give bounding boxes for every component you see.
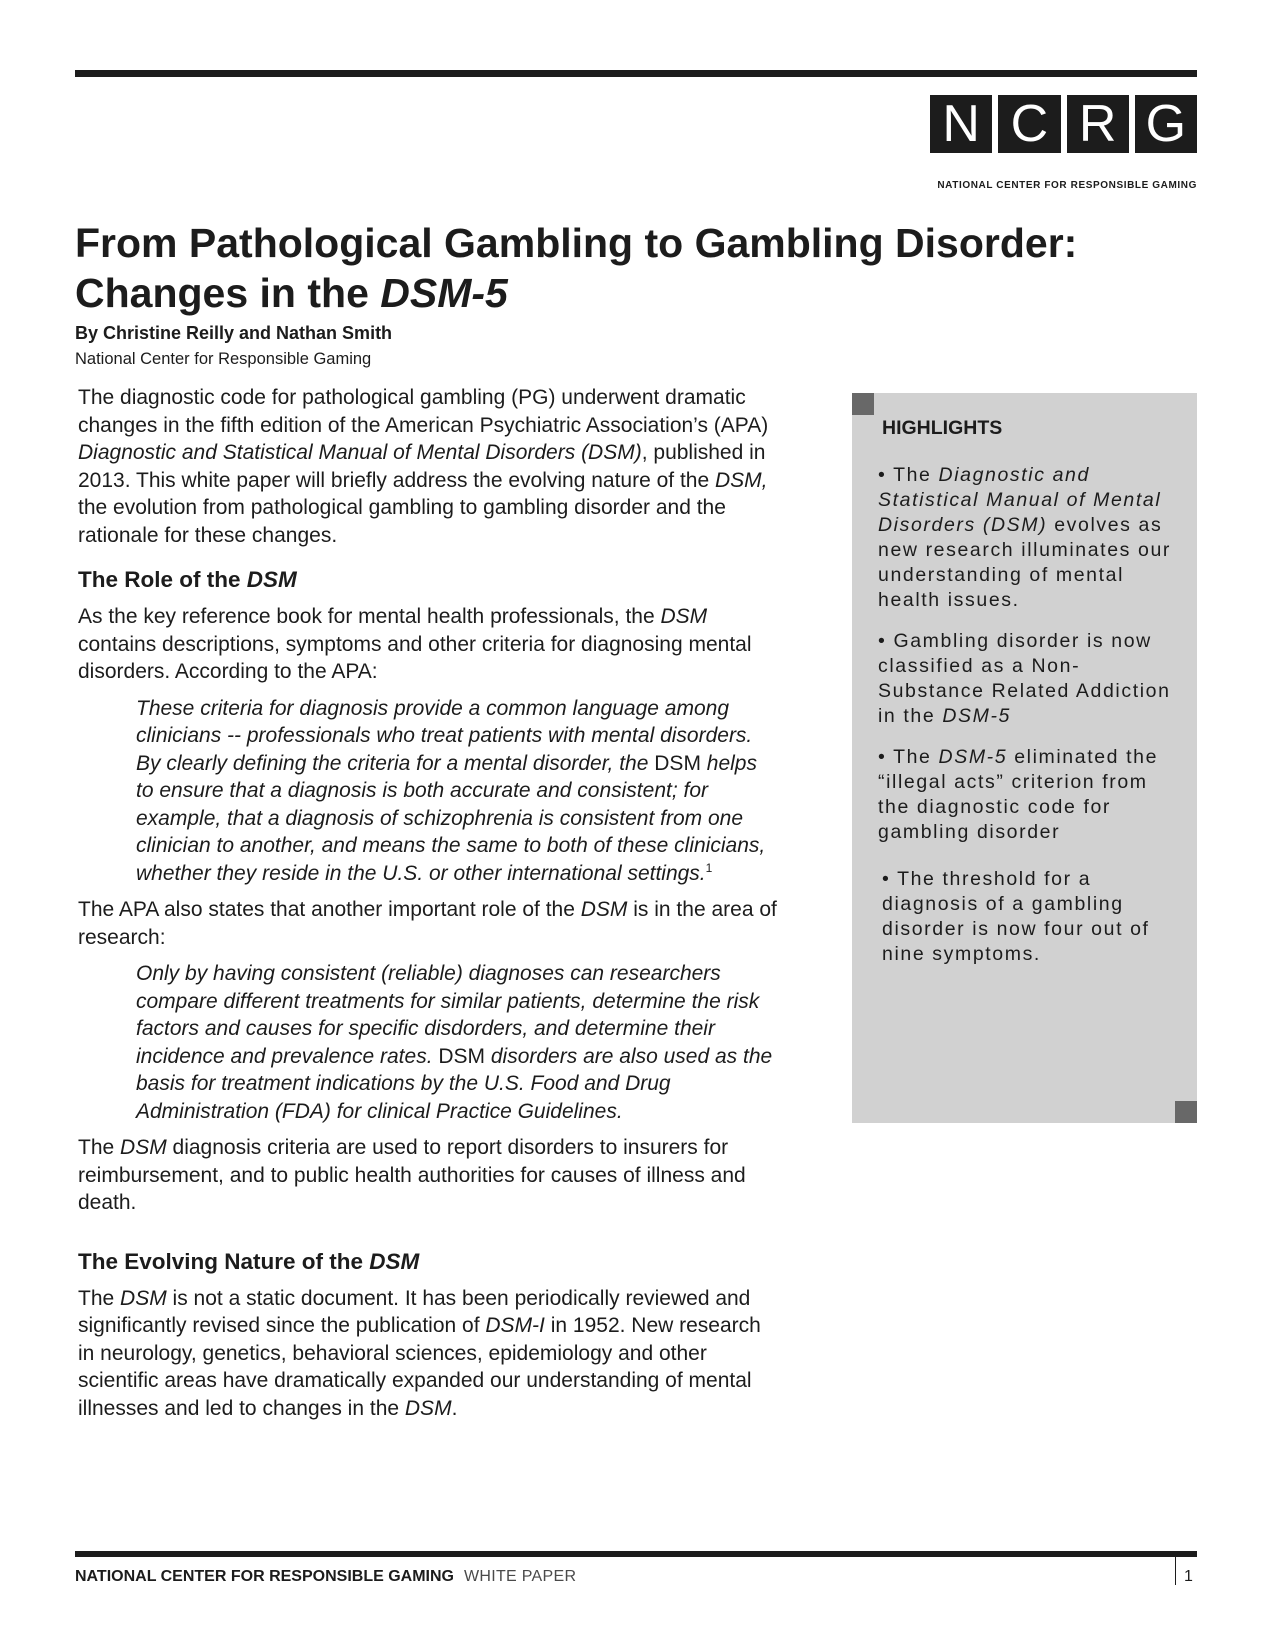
- heading-role-italic: DSM: [246, 567, 297, 592]
- highlight1-text-2: evolves as new research illuminates our understanding of mental health issues.: [878, 514, 1171, 611]
- bullet-icon: •: [878, 464, 887, 486]
- role-p3-text-1: The: [78, 1136, 121, 1159]
- evolving-text-2: is not a static document. It has been periodically reviewed and significantly revised since the publication of: [78, 1286, 751, 1337]
- heading-role-text: The Role of the: [78, 567, 247, 592]
- quote2-text-a: Only by having consistent (reliable) diagnoses can researchers compare different treatments for similar patients, determine the risk factors and causes for specific disdorders, and determine their incidence and prevalence rates.: [136, 962, 760, 1068]
- highlight-item-2: [878, 629, 1178, 729]
- highlight2-italic: DSM-5: [942, 705, 1011, 727]
- page-title: [75, 218, 1195, 318]
- quote2-text-b: disorders are also used as the basis for treatment indications by the U.S. Food and Drug Administration (FDA) for clinical Practice Guidelines.: [136, 1044, 773, 1123]
- sidebar-corner-top-left: [852, 393, 874, 415]
- title-line2-italic: DSM-5: [380, 270, 508, 316]
- intro-italic-2: DSM,: [714, 468, 768, 492]
- highlight3-text-1: The: [886, 746, 939, 768]
- role-paragraph-3: [78, 1134, 778, 1217]
- logo-tagline: NATIONAL CENTER FOR RESPONSIBLE GAMING: [937, 180, 1197, 191]
- logo-letter-r-glyph: R: [1078, 95, 1117, 153]
- quote1-text-a: These criteria for diagnosis provide a common language among clinicians -- professionals who treat patients with mental disorders. By clearly defining the criteria for a mental disorder, the: [136, 696, 753, 775]
- footnote-ref[interactable]: 1: [705, 860, 713, 875]
- intro-text-1: The diagnostic code for pathological gambling (PG) underwent dramatic changes in the fifth edition of the American Psychiatric Association’s (APA): [78, 386, 769, 437]
- blockquote-research: [78, 960, 778, 1125]
- blockquote-criteria: [78, 695, 778, 888]
- intro-italic-1: Diagnostic and Statistical Manual of Mental Disorders (DSM): [78, 441, 642, 464]
- highlights-sidebar: [852, 393, 1197, 1123]
- logo-letter-g: G: [1135, 95, 1197, 153]
- highlight1-text-1: The: [886, 464, 939, 486]
- title-line2: Changes in the: [75, 270, 381, 316]
- affiliation: National Center for Responsible Gaming: [75, 350, 372, 368]
- footer-divider: [1175, 1557, 1176, 1585]
- quote1-text-b: helps to ensure that a diagnosis is both accurate and consistent; for example, that a diagnosis of schizophrenia is consistent from one clinician to another, and means the same to both of these clinicians, whether they reside in the U.S. or other international settings.: [136, 751, 766, 885]
- highlight-item-4: [882, 867, 1178, 967]
- logo-letter-c: C: [998, 95, 1060, 153]
- heading-evolving-nature: [78, 1247, 778, 1277]
- intro-paragraph: [78, 384, 778, 549]
- main-column: [78, 384, 778, 1422]
- evolving-text-3: in 1952. New research in neurology, genetics, behavioral sciences, epidemiology and other scientific areas have dramatically expanded our understanding of mental illnesses and led to changes in the: [78, 1314, 761, 1420]
- evolving-italic-1: DSM: [120, 1286, 167, 1310]
- sidebar-corner-bottom-right: [1175, 1101, 1197, 1123]
- role-p2-text-2: is in the area of research:: [78, 898, 777, 949]
- logo-letter-n: N: [930, 95, 992, 153]
- top-rule: [75, 70, 1197, 77]
- highlight3-text-2: eliminated the “illegal acts” criterion from the diagnostic code for gambling disorder: [878, 746, 1159, 843]
- intro-text-3: the evolution from pathological gambling to gambling disorder and the rationale for these changes.: [78, 496, 726, 547]
- evolving-italic-3: DSM: [404, 1396, 452, 1420]
- highlight1-italic: Diagnostic and Statistical Manual of Mental Disorders (DSM): [878, 464, 1162, 536]
- bottom-rule: [75, 1551, 1197, 1557]
- evolving-text-1: The: [78, 1286, 121, 1310]
- quote2-upright: DSM: [438, 1044, 486, 1068]
- page-number: 1: [1184, 1568, 1193, 1585]
- heading-evolving-text: The Evolving Nature of the: [78, 1248, 370, 1274]
- role-paragraph-2: [78, 896, 778, 951]
- role-p1-italic-1: DSM: [660, 605, 708, 628]
- highlights-list: [878, 463, 1178, 983]
- evolving-paragraph: [78, 1285, 778, 1423]
- role-p1-text-1: As the key reference book for mental health professionals, the: [78, 605, 661, 628]
- highlight3-italic: DSM-5: [938, 746, 1008, 768]
- logo-letter-r: [1067, 95, 1129, 153]
- role-p2-italic-1: DSM: [580, 898, 628, 921]
- role-paragraph-1: [78, 603, 778, 686]
- evolving-text-4: .: [451, 1396, 458, 1420]
- quote1-upright: DSM: [654, 751, 701, 775]
- bullet-icon: •: [878, 746, 887, 768]
- role-p3-text-2: diagnosis criteria are used to report disorders to insurers for reimbursement, and to public health authorities for causes of illness and death.: [78, 1136, 746, 1214]
- heading-evolving-italic: DSM: [369, 1248, 420, 1274]
- highlight-item-1: [878, 463, 1178, 613]
- ncrg-logo: [930, 95, 1197, 153]
- highlight2-text-1: Gambling disorder is now classified as a Non-Substance Related Addiction in the: [878, 630, 1171, 727]
- role-p1-text-2: contains descriptions, symptoms and other criteria for diagnosing mental disorders. According to the APA:: [78, 632, 752, 683]
- title-line1: From Pathological Gambling to Gambling Disorder:: [75, 220, 1078, 266]
- footer-org: NATIONAL CENTER FOR RESPONSIBLE GAMING: [75, 1568, 454, 1585]
- footer-doc-type: WHITE PAPER: [463, 1568, 577, 1585]
- footer: [75, 1568, 576, 1586]
- bullet-icon: •: [878, 630, 887, 652]
- role-p3-italic-1: DSM: [120, 1136, 167, 1159]
- byline: By Christine Reilly and Nathan Smith: [75, 323, 393, 343]
- heading-role-of-dsm: [78, 565, 778, 595]
- highlight4-text-1: The threshold for a diagnosis of a gambling disorder is now four out of nine symptoms.: [882, 868, 1150, 965]
- role-p2-text-1: The APA also states that another important role of the: [78, 898, 581, 921]
- highlight-item-3: [878, 745, 1178, 845]
- highlights-heading: HIGHLIGHTS: [882, 417, 1003, 439]
- bullet-icon: •: [882, 868, 891, 890]
- intro-text-2: , published in 2013. This white paper will briefly address the evolving nature of the: [78, 441, 766, 492]
- evolving-italic-2: DSM-I: [485, 1314, 545, 1337]
